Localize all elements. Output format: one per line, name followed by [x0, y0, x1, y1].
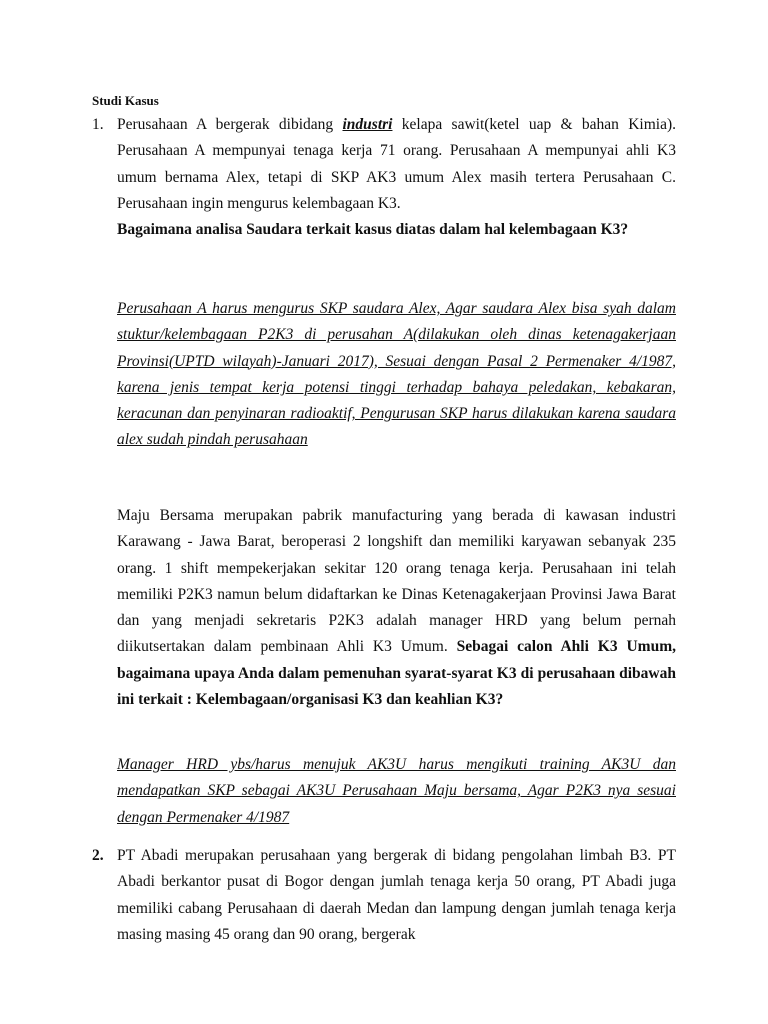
case-1b-text: Maju Bersama merupakan pabrik manufacturing yang berada di kawasan industri Karawang - Jawa Barat, beroperasi 2 longshift dan memiliki karyawan sebanyak 235 orang. 1 shift mempekerjakan sekitar 120 orang tenaga kerja. Perusahaan ini telah memiliki P2K3 namun belum didaftarkan ke Dinas Ketenagakerjaan Provinsi Jawa Barat dan yang menjadi sekretaris P2K3 adalah manager HRD yang belum pernah diikutsertakan dalam pembinaan Ahli K3 Umum. — [117, 507, 676, 656]
case-2-number: 2. — [92, 847, 104, 864]
case-1-answer: Perusahaan A harus mengurus SKP saudara Alex, Agar saudara Alex bisa syah dalam stuktur/kelembagaan P2K3 di perusahan A(dilakukan oleh dinas ketenagakerjaan Provinsi(UPTD wilayah)-Januari 2017), Sesuai dengan Pasal 2 Permenaker 4/1987, karena jenis tempat kerja potensi tinggi terhadap bahaya peledakan, kebakaran, keracunan dan penyinaran radioaktif, Pengurusan SKP harus dilakukan karena saudara alex sudah pindah perusahaan — [117, 300, 676, 449]
case-1-keyword: industri — [342, 116, 393, 133]
case-1-number: 1. — [92, 116, 104, 133]
case-1-text-after-keyword: kelapa sawit(ketel uap & bahan Kimia). Perusahaan A mempunyai tenaga kerja 71 orang. Perusahaan A mempunyai ahli K3 umum bernama Alex, tetapi di SKP AK3 umum Alex masih tertera Perusahaan C. Perusahaan ingin mengurus kelembagaan K3. — [117, 116, 676, 212]
case-1-question: Bagaimana analisa Saudara terkait kasus diatas dalam hal kelembagaan K3? — [117, 221, 629, 238]
case-1b-question: Sebagai calon Ahli K3 Umum, bagaimana upaya Anda dalam pemenuhan syarat-syarat K3 di perusahaan dibawah ini terkait : Kelembagaan/organisasi K3 dan keahlian K3? — [117, 638, 676, 709]
case-1b-description — [117, 503, 676, 713]
case-1-text-before-keyword: Perusahaan A bergerak dibidang — [117, 116, 343, 133]
document-heading: Studi Kasus — [92, 93, 159, 108]
case-2-description: PT Abadi merupakan perusahaan yang bergerak di bidang pengolahan limbah B3. PT Abadi berkantor pusat di Bogor dengan jumlah tenaga kerja 50 orang, PT Abadi juga memiliki cabang Perusahaan di daerah Medan dan lampung dengan jumlah tenaga kerja masing masing 45 orang dan 90 orang, bergerak — [117, 847, 676, 943]
case-1-description — [117, 112, 676, 217]
case-1b-answer: Manager HRD ybs/harus menujuk AK3U harus mengikuti training AK3U dan mendapatkan SKP sebagai AK3U Perusahaan Maju bersama, Agar P2K3 nya sesuai dengan Permenaker 4/1987 — [117, 756, 676, 826]
